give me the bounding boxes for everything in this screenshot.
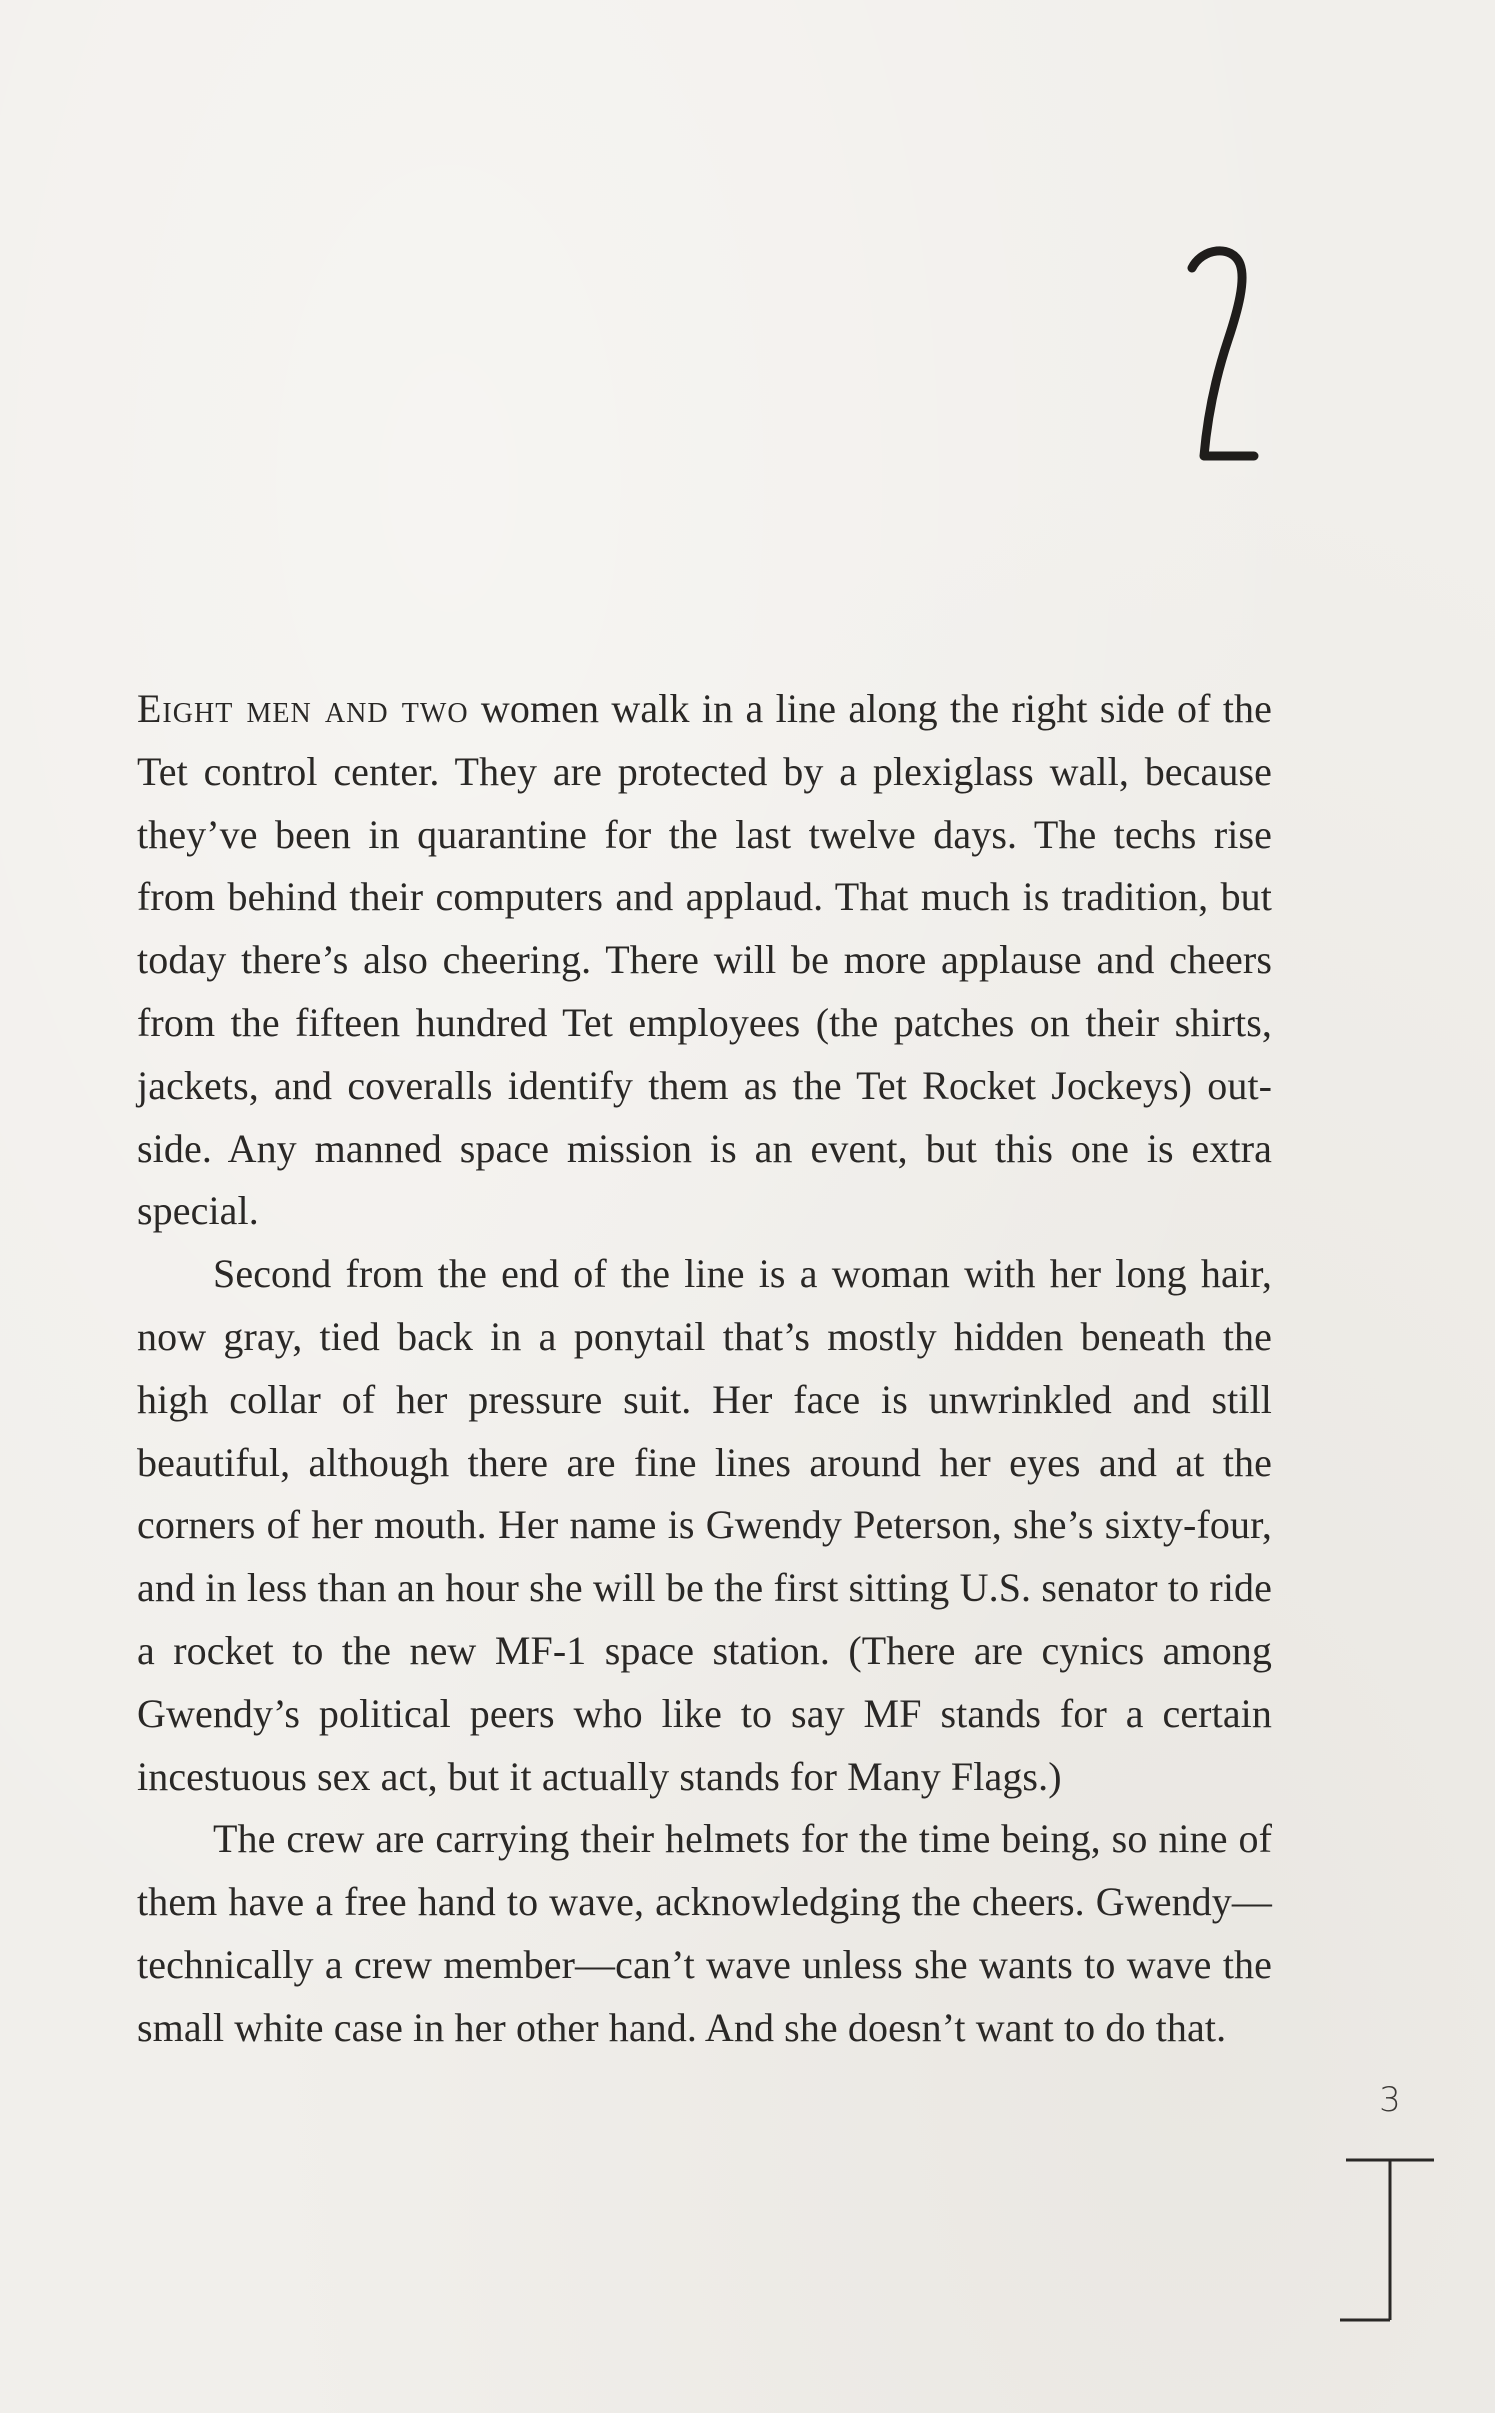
page-number: 3 (1379, 2080, 1401, 2120)
paragraph-3: The crew are carrying their helmets for the time being, so nine of them have a free hand to wave, acknowledging the cheers. Gwendy—technically a crew member—can’t wave unless she wants to wave the small white case in her other hand. And she doesn’t want to do that. (137, 1816, 1272, 2050)
chapter-number (1180, 240, 1270, 470)
folio (1340, 2080, 1440, 2330)
paragraph-1 (137, 678, 1272, 1243)
folio-bracket (1340, 2080, 1440, 2330)
paragraph-1-text: women walk in a line along the right side of the Tet control center. They are protected by a plexiglass wall, because they’ve been in quarantine for the last twelve days. The techs rise from behind their computers and applaud. That much is tradition, but today there’s also cheering. There will be more applause and cheers from the fifteen hundred Tet employees (the patches on their shirts, jackets, and coveralls identify them as the Tet Rocket Jockeys) outside. Any manned space mission is an event, but this one is extra special. (137, 686, 1272, 1234)
paragraph-2: Second from the end of the line is a woman with her long hair, now gray, tied back in a ponytail that’s mostly hidden beneath the high collar of her pressure suit. Her face is unwrinkled and still beautiful, although there are fine lines around her eyes and at the corners of her mouth. Her name is Gwendy Peterson, she’s sixty-four, and in less than an hour she will be the first sitting U.S. senator to ride a rocket to the new MF-1 space station. (There are cynics among Gwendy’s political peers who like to say MF stands for a certain incestuous sex act, but it actually stands for Many Flags.) (137, 1251, 1272, 1799)
body-text (137, 678, 1272, 2060)
paragraph-lead-in: Eight men and two (137, 686, 469, 731)
